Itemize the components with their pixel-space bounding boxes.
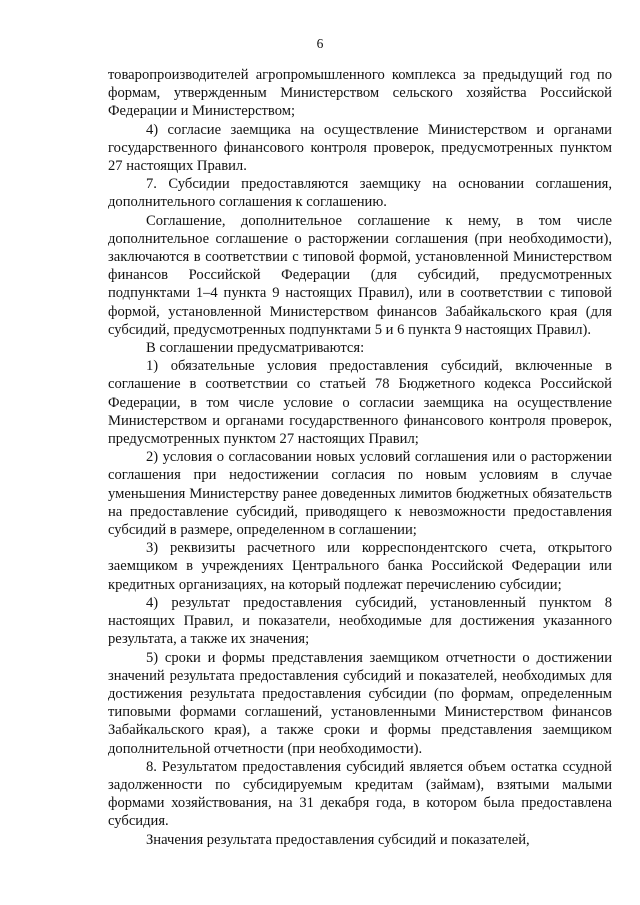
paragraph-agreement-forms: Соглашение, дополнительное соглашение к нему, в том числе дополнительное соглашение о расторжении соглашения (при необходимости), заключаются в соответствии с типовой формой, установленной Министерством финансов Российской Федерации (для субсидий, предусмотренных подпунктами 1–4 пункта 9 настоящих Правил), или в соответствии с типовой формой, установленной Министерством финансов Забайкальского края (для субсидий, предусмотренных подпунктами 5 и 6 пункта 9 настоящих Правил).	[108, 212, 612, 338]
paragraph-continuation: товаропроизводителей агропромышленного комплекса за предыдущий год по формам, утвержденным Министерством сельского хозяйства Российской Федерации и Министерством;	[108, 67, 612, 120]
paragraph-clause-7: 7. Субсидии предоставляются заемщику на основании соглашения, дополнительного соглашения к соглашению.	[108, 176, 612, 211]
paragraph-clause-8: 8. Результатом предоставления субсидий является объем остатка ссудной задолженности по субсидируемым кредитам (займам), взятыми малыми формами хозяйствования, на 31 декабря года, в котором была предоставлена субсидия.	[108, 758, 612, 830]
paragraph-provision-4: 4) результат предоставления субсидий, установленный пунктом 8 настоящих Правил, и показатели, необходимые для достижения указанного результата, а также их значения;	[108, 594, 612, 648]
paragraph-subitem-4-consent: 4) согласие заемщика на осуществление Министерством и органами государственного финансового контроля проверок, предусмотренных пунктом 27 настоящих Правил.	[108, 121, 612, 175]
paragraph-provision-1: 1) обязательные условия предоставления субсидий, включенные в соглашение в соответствии со статьей 78 Бюджетного кодекса Российской Федерации, в том числе условие о согласии заемщика на осуществление Министерством и органами государственного финансового контроля проверок, предусмотренных пунктом 27 настоящих Правил;	[108, 358, 612, 448]
paragraph-provision-5: 5) сроки и формы представления заемщиком отчетности о достижении значений результата предоставления субсидий и показателей, необходимых для достижения результата предоставления субсидии (по формам, определенным типовыми формами соглашений, установленными Министерством финансов Забайкальского края), а также сроки и формы представления заемщиком дополнительной отчетности (при необходимости).	[108, 649, 612, 757]
body-text	[108, 66, 612, 849]
paragraph-provision-2: 2) условия о согласовании новых условий соглашения или о расторжении соглашения при недостижении согласия по новым условиям в случае уменьшения Министерству ранее доведенных лимитов бюджетных обязательств на предоставление субсидий, приводящего к невозможности предоставления субсидий в размере, определенном в соглашении;	[108, 449, 612, 539]
page-number: 6	[316, 36, 324, 51]
paragraph-agreement-provisions-intro: В соглашении предусматриваются:	[146, 340, 365, 357]
paragraph-values-start: Значения результата предоставления субсидий и показателей,	[146, 831, 530, 848]
paragraph-provision-3: 3) реквизиты расчетного или корреспондентского счета, открытого заемщиком в учреждениях Центрального банка Российской Федерации или кредитных организациях, на который подлежат перечислению субсидии;	[108, 540, 612, 593]
